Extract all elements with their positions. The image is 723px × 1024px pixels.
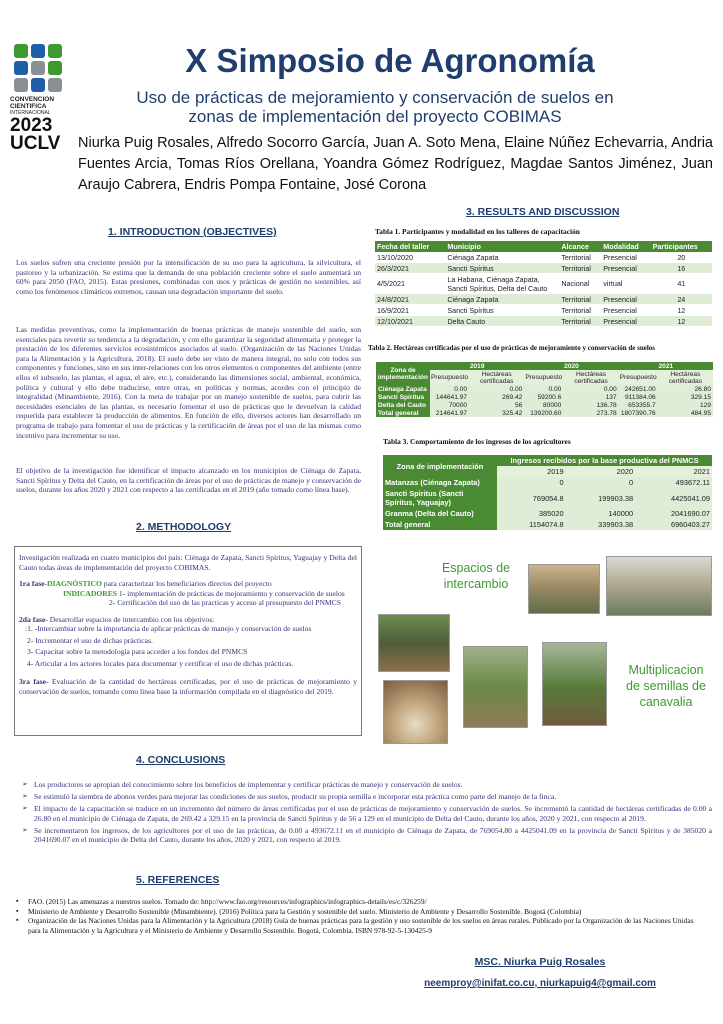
table-row	[375, 305, 712, 316]
table-cell: 0	[497, 477, 566, 488]
table-2-year: 2020	[524, 362, 618, 370]
table-3-zone-col: Zona de implementación	[383, 455, 497, 477]
table-cell: 137	[563, 393, 618, 401]
list-item: ▪ Ministerio de Ambiente y Desarrollo Sostenible (Minambiente). (2016) Política para la Gestión y sostenible del suelo. Ministerio de Ambiente y Desarrollo Sostenible. Bogotá (Colombia)	[16, 907, 706, 916]
table-cell: Granma (Delta del Cauto)	[383, 508, 497, 519]
table-cell: 273.78	[563, 409, 618, 417]
table-cell: 41	[651, 274, 712, 294]
poster-subtitle	[95, 88, 655, 126]
table-3-group-col: Ingresos recibidos por la base productiva del PNMCS	[497, 455, 712, 466]
method-phase-3	[19, 677, 357, 696]
table-2-hectares	[376, 362, 713, 417]
table-cell: virtual	[601, 274, 650, 294]
table-1-participants	[375, 241, 712, 327]
table-cell: 24/8/2021	[375, 294, 445, 305]
table-3-year: 2021	[635, 466, 712, 477]
table-cell: 339903.38	[566, 519, 636, 530]
table-cell: Presencial	[601, 263, 650, 274]
table-row	[375, 316, 712, 327]
table-cell: Delta del Cauto	[376, 401, 430, 409]
field-photo-2	[542, 642, 607, 726]
table-cell: Sancti Spíritus	[445, 305, 559, 316]
table-cell: La Habana, Ciénaga Zapata, Sancti Spíritus, Delta del Cauto	[445, 274, 559, 294]
table-cell: Ciénaga Zapata	[376, 385, 430, 393]
table-cell: 4425041.09	[635, 488, 712, 508]
list-item: ➢ Los productores se apropian del conocimiento sobre los beneficios de implementar y certificar prácticas de manejo y conservación de suelos.	[22, 780, 712, 790]
table-2-subcol: Presupuesto	[619, 370, 658, 385]
phase-2-item-4: 4- Articular a los actores locales para documentar y certificar el uso de dichas prácticas.	[27, 658, 294, 668]
table-2-year: 2019	[430, 362, 524, 370]
email-link-2[interactable]: niurkapuig4@gmail.com	[540, 978, 656, 989]
method-phase-2	[19, 615, 357, 625]
contact-footer	[410, 956, 670, 989]
table-cell: 16/9/2021	[375, 305, 445, 316]
table-cell: 1807390.76	[619, 409, 658, 417]
table-cell: 2041690.07	[635, 508, 712, 519]
table-row	[375, 252, 712, 263]
table-cell: 269.42	[469, 393, 524, 401]
table-cell: Sancti Spiritus (Sancti Spíritus, Yaguajay)	[383, 488, 497, 508]
table-row	[375, 263, 712, 274]
table-cell: Delta Cauto	[445, 316, 559, 327]
table-1-col: Alcance	[559, 241, 601, 252]
table-cell: 16	[651, 263, 712, 274]
phase-2-label: 2da fase-	[19, 614, 48, 624]
phase-2-text: Desarrollar espacios de intercambio con los objetivos:	[47, 614, 215, 624]
table-cell: Ciénaga Zapata	[445, 252, 559, 263]
table-row	[376, 393, 713, 401]
table-cell: 136.78	[563, 401, 618, 409]
table-row	[375, 274, 712, 294]
table-cell: Territorial	[559, 252, 601, 263]
list-item: ➢ Se estimuló la siembra de abonos verdes para mejorar las condiciones de sus suelos, producir su propia semilla e incorporar esta práctica como parte del manejo de la finca.	[22, 792, 712, 802]
table-cell: 144641.97	[430, 393, 469, 401]
table-3-caption: Tabla 3. Comportamiento de los ingresos de los agricultores	[383, 437, 571, 446]
table-2-zone-col: Zona de implementación	[376, 362, 430, 385]
table-cell: Presencial	[601, 316, 650, 327]
email-link-1[interactable]: neemproy@inifat.co.cu	[424, 978, 535, 989]
references-heading: 5. REFERENCES	[136, 874, 220, 886]
indicator-2: 2- Certificación del uso de las practicas y acceso al presupuesto del PNMCS	[109, 598, 341, 607]
table-cell: Matanzas (Ciénaga Zapata)	[383, 477, 497, 488]
table-cell: 214641.97	[430, 409, 469, 417]
table-cell: 0.00	[430, 385, 469, 393]
phase-3-label: 3ra fase-	[19, 677, 49, 686]
table-3-year: 2019	[497, 466, 566, 477]
methodology-box	[14, 546, 362, 736]
table-cell: 12/10/2021	[375, 316, 445, 327]
workshop-photo-1	[528, 564, 600, 614]
table-2-caption: Tabla 2. Hectáreas certificadas por el uso de prácticas de mejoramiento y conservación de suelos	[368, 344, 656, 352]
phase-1-keyword: DIAGNÓSTICO	[47, 579, 102, 588]
logo-text-line1: CONVENCION	[10, 96, 55, 103]
table-2-subcol: Hectáreas certificadas	[469, 370, 524, 385]
table-1-col: Municipio	[445, 241, 559, 252]
table-cell: Presencial	[601, 252, 650, 263]
table-row	[376, 385, 713, 393]
list-item: ➢ Se incrementaron los ingresos, de los agricultores por el uso de las prácticas, de 0.00 a 493672.11 en el municipio de Ciénaga de Zapata, de 769054.80 a 4425041.09 en la provincia de Sancti Spíritus y de 385020 a 2041690.07 en el municipio de Delta del Cauto, durante los años, 2020 y 2021, con respecto al 2019.	[22, 826, 712, 845]
table-cell: 129	[658, 401, 713, 409]
intro-paragraph-2: Las medidas preventivas, como la implementación de buenas prácticas de manejo sostenible del suelo, son esenciales para revertir su tendencia a la degradación, y con ello garantizar la seguridad alimentaria y proteger la prestación de los diferentes servicios ecosistémicos asociados al suelo. (Organización de las Naciones Unidas para la Alimentación y la Agricultura, 2018). El suelo debe ser visto de manera integral, no solo con todos sus componentes y funciones, sino en sus inter-relaciones con los otros elementos o componentes del ambiente (entre ellos el subsuelo, las plantas, el agua, el aire, etc.), considerando las dimensiones social, ambiental, económica, política y cultural y ello debe traducirse, entre otras, en políticas y normas, acordes con el principio de integralidad (Minambiente, 2016). Con la meta de trabajar por un manejo sostenible de suelos, para cubrir las necesidades esenciales de las plantas, es necesario fomentar el uso de prácticas que le devuelvan la calidad requerida para establecer la producción de alimentos. En función de ello, diversos actores han desarrollado un programa de trabajo para fomentar el uso de prácticas y la certificación de áreas por el uso de las mismas como incentivo para incrementar su uso.	[16, 325, 361, 440]
table-cell: 769054.8	[497, 488, 566, 508]
table-cell: 4/5/2021	[375, 274, 445, 294]
contact-name: MSC. Niurka Puig Rosales	[474, 956, 606, 968]
table-cell: 911384.06	[619, 393, 658, 401]
table-cell: Sancti Spíritus	[376, 393, 430, 401]
intro-paragraph-1: Los suelos sufren una creciente presión por la intensificación de su uso para la agricultura, la silvicultura, el pastoreo y la urbanización. Se estima que la demanda de una población creciente sobre el suelo aumentará un 60% para 2050 (FAO, 2015). Estas presiones, combinadas con usos y prácticas de gestión no sostenibles, así como los fenómenos climáticos extremos, causan una degradación importante del suelo.	[16, 258, 361, 296]
table-row	[376, 401, 713, 409]
results-heading: 3. RESULTS AND DISCUSSION	[466, 206, 620, 218]
indicator-1: 1- implementación de prácticas de mejoramiento y conservación de suelos	[117, 588, 345, 598]
list-item: ➢ El impacto de la capacitación se traduce en un incremento del número de áreas certificadas por el uso de prácticas de mejoramiento y conservación de suelos. Se incrementó la cantidad de hectáreas certificadas de 0.00 a 26.80 en el municipio de Ciénaga de Zapata, de 269.42 a 329.15 en la provincia de Sancti Spíritus y de 56 a 129 en el municipio de Delta del Cauto, durante los años, 2020 y 2021, con respecto al 2019.	[22, 804, 712, 823]
table-cell: 12	[651, 316, 712, 327]
phase-2-item-3: 3- Capacitar sobre la metodología para acceder a los fondos del PNMCS	[27, 647, 248, 656]
label-multiplicacion-semillas: Multiplicacion de semillas de canavalia	[626, 663, 706, 709]
table-1-col: Participantes	[651, 241, 712, 252]
table-cell: 24	[651, 294, 712, 305]
table-row	[383, 477, 712, 488]
method-intro: Investigación realizada en cuatro municipios del país: Ciénaga de Zapata, Sancti Spíritus, Yaguajay y Delta del Cauto todas áreas de implementación del proyecto COBIMAS.	[19, 553, 357, 572]
workshop-photo-2	[606, 556, 712, 616]
table-cell: 325.42	[469, 409, 524, 417]
table-row	[383, 519, 712, 530]
indicators-label: INDICADORES	[63, 588, 118, 598]
convention-logo	[10, 44, 70, 153]
table-cell: 140000	[566, 508, 636, 519]
table-cell: 242651.00	[619, 385, 658, 393]
table-cell: Total general	[376, 409, 430, 417]
table-1-header	[375, 241, 712, 252]
poster-title: X Simposio de Agronomía	[185, 42, 595, 79]
table-cell: 70000	[430, 401, 469, 409]
authors-list: Niurka Puig Rosales, Alfredo Socorro García, Juan A. Soto Mena, Elaine Núñez Echevarria, Andria Fuentes Arcia, Tomas Ríos Orellana, Yoandra Gómez Rodríguez, Magdae Santos Jiménez, Juan Araujo Cabrera, Endris Pompa Fontaine, José Corona	[78, 135, 713, 193]
table-cell: 484.95	[658, 409, 713, 417]
table-cell: 653355.7	[619, 401, 658, 409]
table-cell: 329.15	[658, 393, 713, 401]
field-photo-1	[463, 646, 528, 728]
table-cell: Ciénaga Zapata	[445, 294, 559, 305]
table-3-income	[383, 455, 712, 530]
table-cell: Territorial	[559, 305, 601, 316]
seeds-photo	[383, 680, 448, 744]
table-2-subcol: Presupuesto	[430, 370, 469, 385]
table-cell: 26.80	[658, 385, 713, 393]
table-cell: 0.00	[469, 385, 524, 393]
list-item: ▪ FAO. (2015) Las amenazas a nuestros suelos. Tomado de: http://www.fao.org/resources/infographics/infographics-details/es/c/326259/	[16, 897, 706, 906]
farmers-photo	[378, 614, 450, 672]
list-item: ▪ Organización de las Naciones Unidas para la Alimentación y la Agricultura (2018) Guía de buenas prácticas para la gestión y uso sostenible de los suelos en áreas rurales. Publicado por la Organización de las Naciones Unidas para la Alimentación y la Agricultura y el Ministerio de Ambiente y Desarrollo Sostenible. Bogotá, Colombia. ISBN 978-92-5-130425-9	[16, 916, 706, 934]
table-cell: 0.00	[524, 385, 563, 393]
contact-emails	[410, 978, 670, 989]
table-cell: 199903.38	[566, 488, 636, 508]
table-cell: Nacional	[559, 274, 601, 294]
logo-year: 2023	[10, 115, 53, 136]
table-row	[383, 508, 712, 519]
table-cell: 13/10/2020	[375, 252, 445, 263]
table-cell: 0	[566, 477, 636, 488]
table-2-header	[376, 362, 713, 370]
table-2-subcol: Hectáreas certificadas	[658, 370, 713, 385]
subtitle-line-2: zonas de implementación del proyecto COBIMAS	[188, 107, 562, 126]
table-2-subcol: Hectáreas certificadas	[563, 370, 618, 385]
logo-text-line3: INTERNACIONAL	[10, 110, 51, 116]
table-2-year: 2021	[619, 362, 713, 370]
table-cell: 493672.11	[635, 477, 712, 488]
phase-1-text: para caracterizar los beneficiarios directos del proyecto	[101, 579, 272, 588]
table-cell: 385020	[497, 508, 566, 519]
table-cell: 139200.60	[524, 409, 563, 417]
method-indicators	[19, 589, 357, 599]
table-2-subcol: Presupuesto	[524, 370, 563, 385]
table-1-caption: Tabla 1. Participantes y modalidad en los talleres de capacitación	[375, 227, 580, 236]
intro-heading: 1. INTRODUCTION (OBJECTIVES)	[108, 226, 277, 238]
table-row	[383, 488, 712, 508]
table-cell: Presencial	[601, 294, 650, 305]
table-cell: Territorial	[559, 263, 601, 274]
logo-org: UCLV	[10, 133, 61, 154]
logo-text-line2: CIENTIFICA	[10, 103, 47, 110]
phase-3-text: Evaluación de la cantidad de hectáreas certificadas, por el uso de prácticas de mejoramiento y conservación de suelos, tomando como línea base la información compilada en el diagnóstico del 2019.	[19, 677, 357, 696]
label-espacios-intercambio: Espacios de intercambio	[441, 561, 511, 591]
email-separator: ,	[534, 978, 540, 989]
table-3-header	[383, 455, 712, 466]
logo-grid-icon	[14, 44, 70, 92]
table-3-year: 2020	[566, 466, 636, 477]
subtitle-line-1: Uso de prácticas de mejoramiento y conservación de suelos en	[136, 88, 614, 107]
method-phase-1	[19, 579, 357, 589]
conclusions-heading: 4. CONCLUSIONS	[136, 754, 226, 766]
phase-2-item-1: :1. -Intercambiar sobre la importancia de aplicar prácticas de manejo y conservación de suelos	[25, 624, 312, 633]
table-cell: 12	[651, 305, 712, 316]
table-1-col: Fecha del taller	[375, 241, 445, 252]
table-cell: 20	[651, 252, 712, 263]
conclusions-list	[22, 780, 712, 848]
references-list	[16, 897, 706, 935]
table-cell: 59200.6	[524, 393, 563, 401]
table-cell: 80000	[524, 401, 563, 409]
methodology-heading: 2. METHODOLOGY	[136, 521, 232, 533]
table-cell: 0.00	[563, 385, 618, 393]
table-cell: Total general	[383, 519, 497, 530]
table-cell: 1154074.8	[497, 519, 566, 530]
table-cell: Territorial	[559, 316, 601, 327]
table-cell: Sancti Spíritus	[445, 263, 559, 274]
table-cell: 56	[469, 401, 524, 409]
table-1-col: Modalidad	[601, 241, 650, 252]
table-row	[376, 409, 713, 417]
phase-1-label: 1ra fase-	[19, 579, 48, 588]
table-cell: 26/3/2021	[375, 263, 445, 274]
table-cell: 6960403.27	[635, 519, 712, 530]
phase-2-item-2: 2- Incrementar el uso de dichas prácticas.	[27, 635, 153, 645]
table-row	[375, 294, 712, 305]
intro-paragraph-3: El objetivo de la investigación fue identificar el impacto alcanzado en los municipios de Ciénaga de Zapata, Sancti Spíritus y Delta del Cauto, en la certificación de áreas por el uso de prácticas de manejo y conservación de suelos, durante los años 2020 y 2021 con respecto a las certificadas en el 2019 (año tomado como línea base).	[16, 466, 361, 495]
table-cell: Presencial	[601, 305, 650, 316]
table-cell: Territorial	[559, 294, 601, 305]
